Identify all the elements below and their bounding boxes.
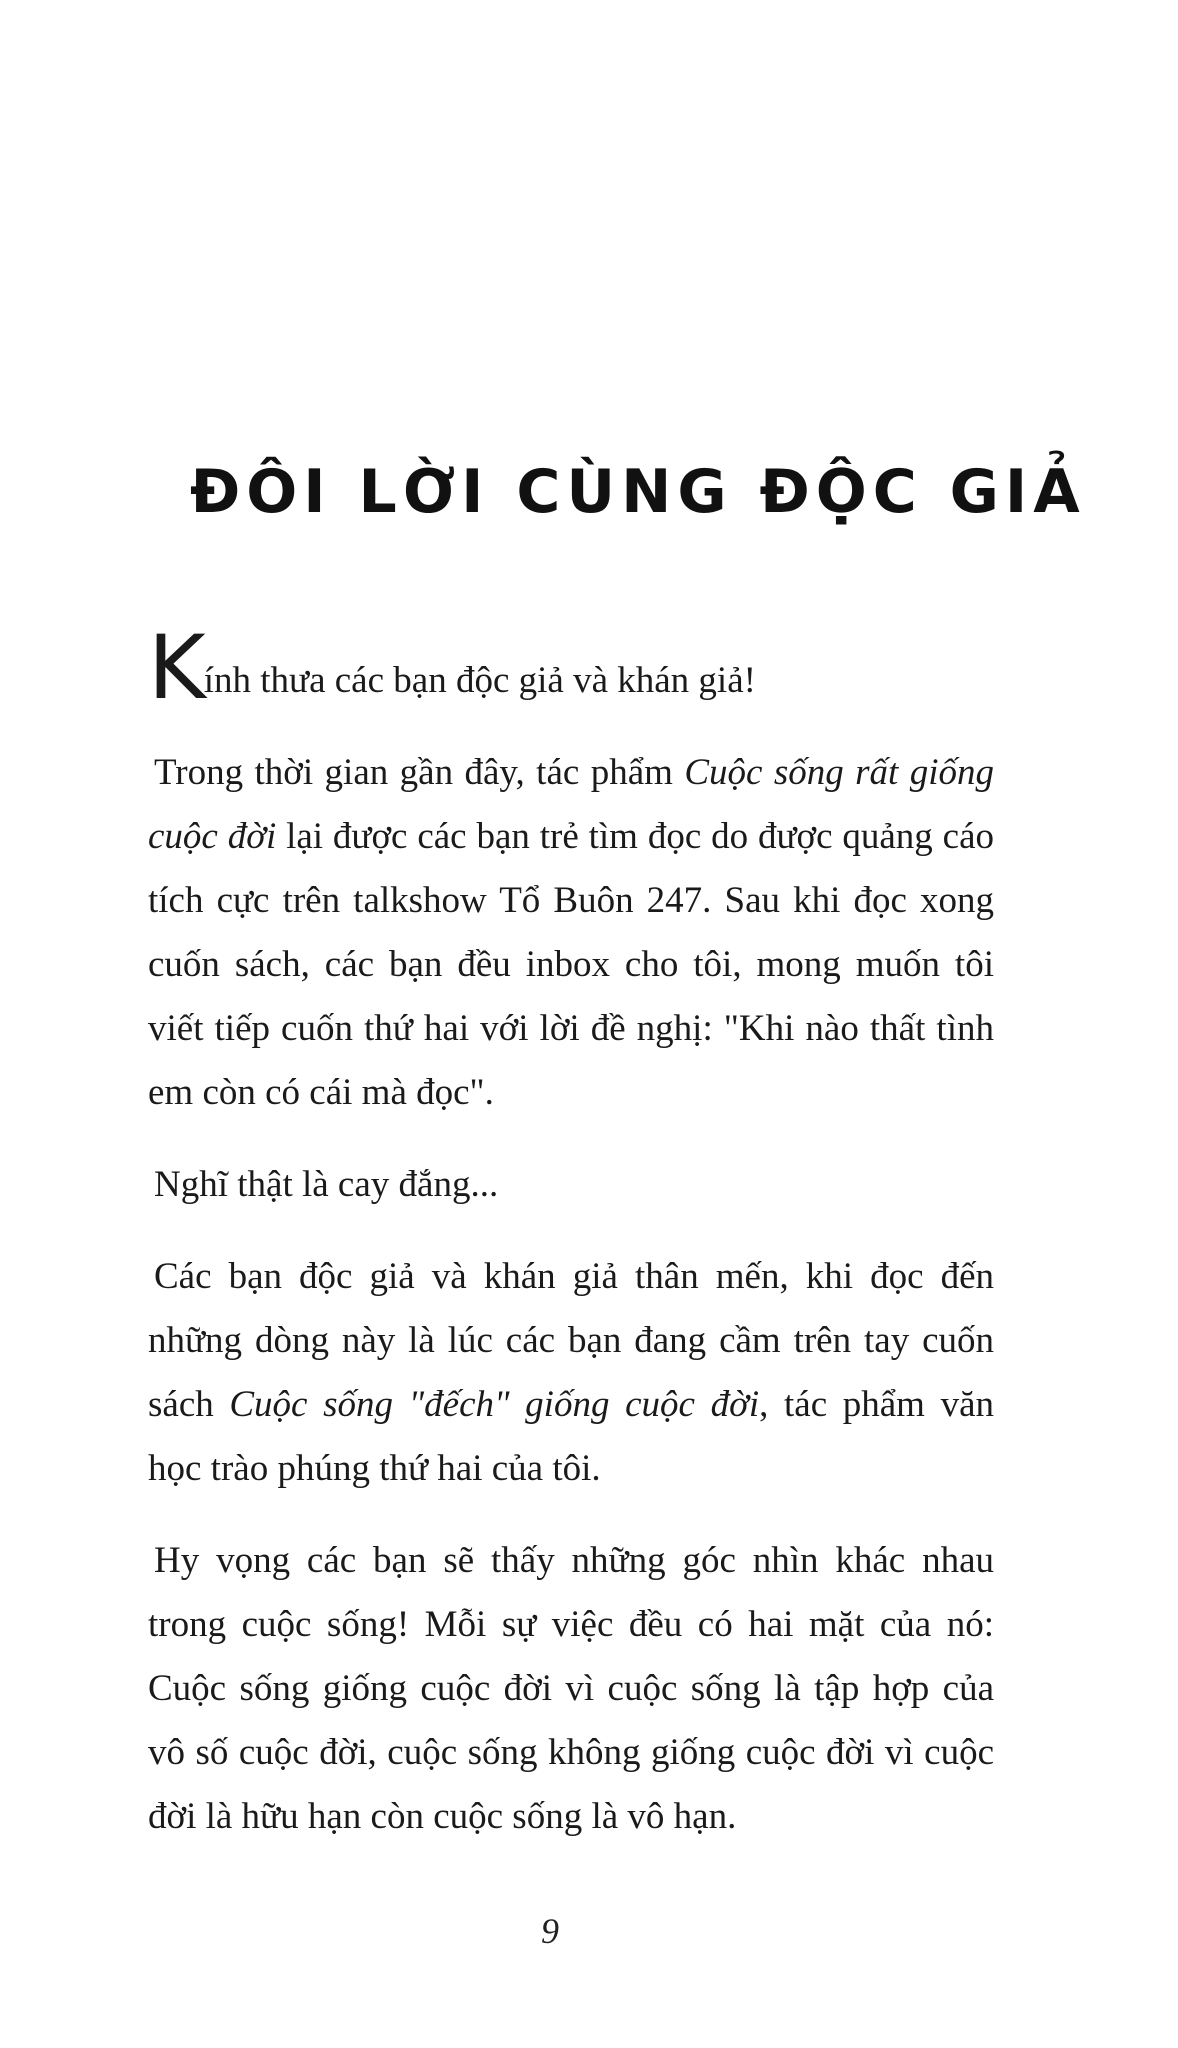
drop-cap: K	[148, 616, 206, 719]
paragraph-reflection	[148, 1153, 994, 1217]
paragraph-readers	[148, 1245, 994, 1501]
paragraph-hope	[148, 1529, 994, 1849]
paragraph-text: Hy vọng các bạn sẽ thấy những góc nhìn khác nhau trong cuộc sống! Mỗi sự việc đều có hai mặt của nó: Cuộc sống giống cuộc đời vì cuộc sống là tập hợp của vô số cuộc đời, cuộc sống không giống cuộc đời vì cuộc đời là hữu hạn còn cuộc sống là vô hạn.	[148, 1540, 994, 1837]
paragraph-intro	[148, 741, 994, 1125]
page-number: 9	[541, 1911, 559, 1951]
paragraph-text: ính thưa các bạn độc giả và khán giả!	[203, 660, 756, 701]
book-title-italic: Cuộc sống rất giống cuộc đời	[148, 752, 994, 857]
paragraph-greeting	[148, 616, 994, 719]
paragraph-text: Các bạn độc giả và khán giả thân mến, khi đọc đến những dòng này là lúc các bạn đang cầm trên tay cuốn sách	[148, 1256, 994, 1425]
paragraph-text: Nghĩ thật là cay đắng...	[154, 1164, 499, 1205]
body-text	[148, 616, 994, 1877]
book-title-italic: Cuộc sống "đếch" giống cuộc đời	[229, 1384, 760, 1425]
paragraph-text: lại được các bạn trẻ tìm đọc do được quảng cáo tích cực trên talkshow Tổ Buôn 247. Sau khi đọc xong cuốn sách, các bạn đều inbox cho tôi, mong muốn tôi viết tiếp cuốn thứ hai với lời đề nghị: "Khi nào thất tình em còn có cái mà đọc".	[148, 816, 994, 1113]
page-title: ĐÔI LỜI CÙNG ĐỘC GIẢ	[190, 457, 1086, 527]
paragraph-text: , tác phẩm văn học trào phúng thứ hai của tôi.	[148, 1384, 994, 1489]
paragraph-text: Trong thời gian gần đây, tác phẩm	[154, 752, 685, 793]
